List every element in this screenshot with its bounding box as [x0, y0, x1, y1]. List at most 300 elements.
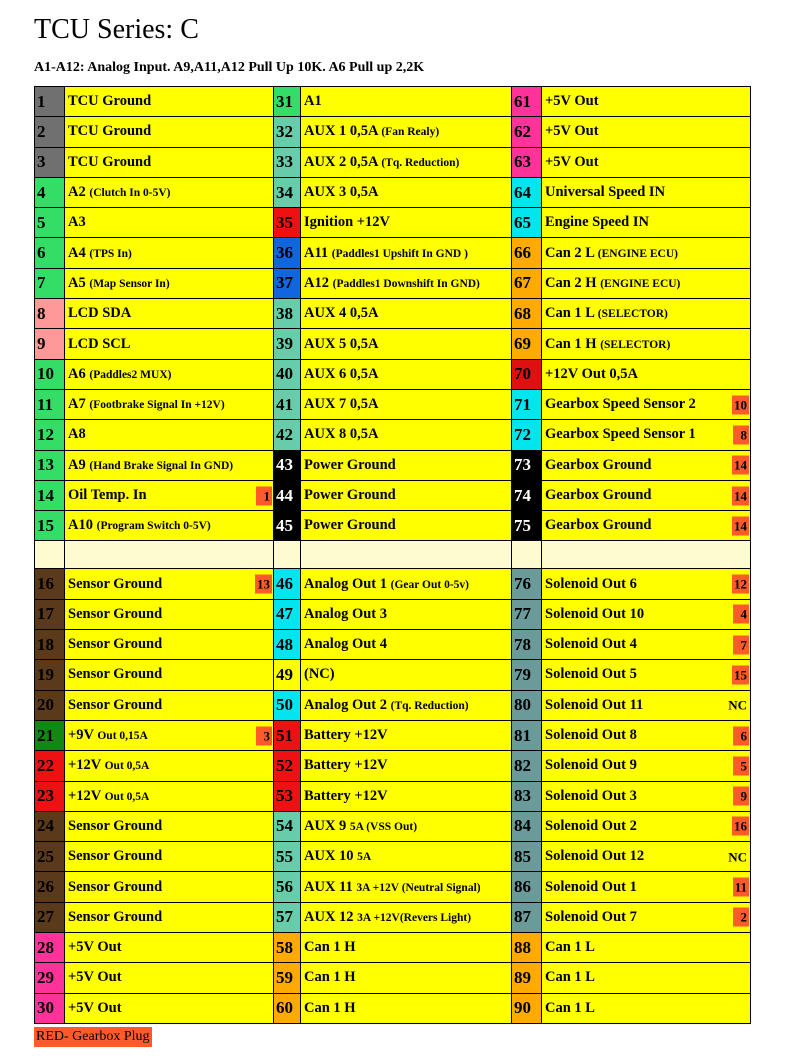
pin-description: [65, 87, 274, 117]
pin-number: 58: [274, 933, 301, 963]
pin-description: [301, 299, 512, 329]
pin-note: (Map Sensor In): [89, 277, 170, 290]
pin-label: TCU Ground: [68, 93, 152, 110]
pin-label: Analog Out 1: [304, 575, 387, 592]
pin-description: [542, 299, 751, 329]
pin-number: 46: [274, 569, 301, 599]
pin-number: 43: [274, 450, 301, 480]
pin-description: [65, 389, 274, 419]
pin-label: Gearbox Ground: [545, 487, 652, 503]
table-row: [35, 720, 751, 750]
pin-description: [542, 117, 751, 147]
pin-number: 85: [512, 842, 542, 872]
pin-note: Out 0,15A: [97, 730, 148, 743]
pin-description: [301, 720, 512, 750]
table-row: [35, 630, 751, 660]
pin-description: [65, 842, 274, 872]
pin-label: AUX 4 0,5A: [304, 305, 379, 322]
pin-description: [542, 872, 751, 902]
pin-description: [301, 389, 512, 419]
pin-description: [542, 238, 751, 268]
not-connected-label: NC: [728, 697, 747, 713]
pin-label: Solenoid Out 4: [545, 636, 637, 653]
pin-number: 4: [35, 177, 65, 207]
pin-number: 71: [512, 389, 542, 419]
table-row: [35, 147, 751, 177]
gearbox-plug-pin-badge: 9: [733, 787, 749, 806]
pin-number: 77: [512, 599, 542, 629]
pin-number: 60: [274, 993, 301, 1023]
pin-label: Solenoid Out 6: [545, 575, 637, 592]
pin-number: 49: [274, 660, 301, 690]
pin-note: 3A +12V (Neutral Signal): [356, 881, 481, 894]
pin-label: Can 1 L: [545, 305, 595, 322]
pin-number: 44: [274, 480, 301, 510]
pin-number: 13: [35, 450, 65, 480]
pin-label: Solenoid Out 10: [545, 605, 645, 622]
pin-number: 3: [35, 147, 65, 177]
pin-description: [65, 599, 274, 629]
pin-number: 30: [35, 993, 65, 1023]
pin-description: [542, 329, 751, 359]
pin-note: (Clutch In 0-5V): [89, 187, 171, 200]
table-row: [35, 87, 751, 117]
pin-description: [542, 420, 751, 450]
pin-number: 29: [35, 963, 65, 993]
pin-label: A10: [68, 517, 93, 534]
pin-label: Solenoid Out 1: [545, 878, 637, 895]
pin-number: 34: [274, 177, 301, 207]
table-row: [35, 177, 751, 207]
table-row: [35, 599, 751, 629]
pin-label: +5V Out: [68, 969, 122, 986]
table-row: [35, 902, 751, 932]
table-row: [35, 359, 751, 389]
pin-label: Solenoid Out 12: [545, 848, 645, 865]
pin-description: [65, 268, 274, 298]
not-connected-label: NC: [728, 849, 747, 865]
pin-label: Can 2 L: [545, 244, 595, 261]
gearbox-plug-pin-badge: 14: [734, 518, 747, 534]
pin-label: A5: [68, 274, 86, 291]
pin-description: [65, 781, 274, 811]
pin-number: 40: [274, 359, 301, 389]
pin-label: Solenoid Out 3: [545, 787, 637, 804]
pin-description: [542, 450, 751, 480]
pin-label: Can 1 L: [545, 999, 595, 1016]
pin-label: +5V Out: [545, 123, 599, 140]
pin-number: 23: [35, 781, 65, 811]
pin-description: [542, 208, 751, 238]
pin-description: [542, 993, 751, 1023]
pin-description: [301, 208, 512, 238]
pin-description: [301, 268, 512, 298]
pin-label: Battery +12V: [304, 787, 388, 804]
pin-label: Universal Speed IN: [545, 184, 666, 201]
pin-label: Sensor Ground: [68, 696, 163, 713]
pin-number: 84: [512, 811, 542, 841]
pin-number: 70: [512, 359, 542, 389]
pin-description: [301, 963, 512, 993]
pin-number: 42: [274, 420, 301, 450]
pin-number: 53: [274, 781, 301, 811]
pin-number: 57: [274, 902, 301, 932]
pin-number: 75: [512, 511, 542, 541]
pin-number: 72: [512, 420, 542, 450]
pin-description: [542, 781, 751, 811]
pin-label: Can 1 H: [545, 335, 597, 352]
pin-description: [542, 842, 751, 872]
pin-note: Out 0,5A: [104, 790, 150, 803]
pin-number: 28: [35, 933, 65, 963]
pin-description: [542, 569, 751, 599]
pin-label: AUX 6 0,5A: [304, 365, 379, 382]
pin-number: 62: [512, 117, 542, 147]
pin-label: Solenoid Out 9: [545, 757, 637, 774]
pin-label: Power Ground: [304, 487, 396, 503]
pin-description: [542, 268, 751, 298]
pinout-table-body: [35, 87, 751, 1024]
pin-label: Sensor Ground: [68, 636, 163, 653]
pin-note: (Program Switch 0-5V): [96, 520, 211, 533]
spacer-cell: [301, 541, 512, 569]
pin-description: [301, 147, 512, 177]
table-row: [35, 751, 751, 781]
pin-note: (ENGINE ECU): [600, 277, 681, 290]
pin-label: Oil Temp. In: [68, 487, 147, 503]
pin-note: 5A (VSS Out): [349, 820, 418, 833]
pin-label: Solenoid Out 2: [545, 817, 637, 834]
pin-label: AUX 2 0,5A: [304, 153, 378, 170]
pin-number: 88: [512, 933, 542, 963]
gearbox-plug-pin-badge: 11: [734, 879, 747, 895]
pin-description: [301, 630, 512, 660]
spacer-cell: [35, 541, 65, 569]
pin-number: 86: [512, 872, 542, 902]
page-title: TCU Series: C: [34, 14, 199, 45]
pin-description: [65, 177, 274, 207]
pin-description: [301, 599, 512, 629]
pin-description: [65, 359, 274, 389]
table-row: [35, 420, 751, 450]
subtitle: A1-A12: Analog Input. A9,A11,A12 Pull Up 10K. A6 Pull up 2,2K: [34, 60, 425, 75]
table-row: [35, 238, 751, 268]
pin-note: (Fan Realy): [381, 126, 440, 139]
pin-label: +5V Out: [68, 939, 122, 956]
table-row: [35, 781, 751, 811]
pin-label: AUX 5 0,5A: [304, 335, 379, 352]
table-row: [35, 329, 751, 359]
pin-description: [301, 329, 512, 359]
pin-description: [301, 993, 512, 1023]
pin-label: AUX 7 0,5A: [304, 396, 379, 413]
pin-label: Can 1 H: [304, 999, 356, 1016]
gearbox-plug-pin-badge: 15: [734, 667, 747, 683]
table-row: [35, 480, 751, 510]
pin-description: [65, 751, 274, 781]
pin-note: (Footbrake Signal In +12V): [89, 399, 225, 412]
pin-description: [65, 238, 274, 268]
spacer-row: [35, 541, 751, 569]
pin-number: 68: [512, 299, 542, 329]
pin-label: A2: [68, 184, 86, 201]
pin-label: A6: [68, 365, 86, 382]
pin-number: 45: [274, 511, 301, 541]
pin-description: [301, 238, 512, 268]
pin-label: A7: [68, 396, 86, 413]
pin-number: 83: [512, 781, 542, 811]
pin-number: 9: [35, 329, 65, 359]
pin-description: [542, 963, 751, 993]
spacer-cell: [512, 541, 542, 569]
pin-label: Solenoid Out 8: [545, 727, 637, 744]
pin-label: +12V Out 0,5A: [545, 365, 638, 382]
pin-number: 56: [274, 872, 301, 902]
pin-description: [65, 450, 274, 480]
pin-description: [65, 630, 274, 660]
pin-label: Analog Out 2: [304, 696, 387, 713]
table-row: [35, 842, 751, 872]
pin-description: [301, 450, 512, 480]
pin-label: Gearbox Ground: [545, 517, 652, 534]
pin-description: [301, 660, 512, 690]
pin-description: [65, 480, 274, 510]
pin-note: Out 0,5A: [104, 760, 150, 773]
pin-description: [301, 751, 512, 781]
gearbox-plug-pin-badge: 4: [733, 605, 749, 624]
pin-description: [542, 480, 751, 510]
pin-label: Sensor Ground: [68, 848, 163, 865]
pin-number: 69: [512, 329, 542, 359]
table-row: [35, 569, 751, 599]
legend: RED- Gearbox Plug: [34, 1027, 152, 1047]
gearbox-plug-pin-badge: 5: [733, 756, 749, 775]
pin-number: 21: [35, 720, 65, 750]
pin-description: [65, 811, 274, 841]
pin-label: Battery +12V: [304, 727, 388, 744]
pin-note: 3A +12V(Revers Light): [357, 911, 472, 924]
pin-number: 82: [512, 751, 542, 781]
gearbox-plug-pin-badge: 3: [256, 726, 272, 745]
pin-label: Analog Out 4: [304, 636, 387, 653]
pin-label: Engine Speed IN: [545, 214, 649, 231]
pin-number: 11: [35, 389, 65, 419]
pin-description: [542, 811, 751, 841]
pin-label: TCU Ground: [68, 153, 152, 170]
pin-number: 6: [35, 238, 65, 268]
pin-label: Solenoid Out 5: [545, 666, 637, 683]
table-row: [35, 208, 751, 238]
pin-label: Power Ground: [304, 456, 396, 473]
pin-description: [301, 933, 512, 963]
pin-description: [301, 511, 512, 541]
pin-description: [65, 933, 274, 963]
table-row: [35, 299, 751, 329]
pin-description: [301, 480, 512, 510]
pin-description: [65, 420, 274, 450]
pin-number: 65: [512, 208, 542, 238]
gearbox-plug-pin-badge: 6: [733, 726, 749, 745]
pin-label: A9: [68, 456, 86, 473]
pin-label: Ignition +12V: [304, 214, 391, 231]
pin-label: Power Ground: [304, 517, 396, 534]
gearbox-plug-pin-badge: 2: [733, 908, 749, 927]
pin-description: [542, 147, 751, 177]
pin-number: 41: [274, 389, 301, 419]
pin-number: 48: [274, 630, 301, 660]
pin-number: 67: [512, 268, 542, 298]
pin-number: 37: [274, 268, 301, 298]
pin-label: Can 1 L: [545, 939, 595, 956]
table-row: [35, 811, 751, 841]
pin-note: (SELECTOR): [600, 338, 671, 351]
pin-number: 20: [35, 690, 65, 720]
table-row: [35, 872, 751, 902]
pin-number: 78: [512, 630, 542, 660]
pin-number: 90: [512, 993, 542, 1023]
pin-number: 15: [35, 511, 65, 541]
pin-number: 59: [274, 963, 301, 993]
pin-label: +5V Out: [545, 93, 599, 110]
gearbox-plug-pin-badge: 12: [734, 576, 747, 592]
pin-description: [65, 117, 274, 147]
table-row: [35, 993, 751, 1023]
pin-note: (SELECTOR): [597, 308, 668, 321]
pin-number: 39: [274, 329, 301, 359]
pin-description: [65, 511, 274, 541]
pin-note: (Paddles1 Upshift In GND ): [331, 247, 468, 260]
pin-description: [65, 147, 274, 177]
pin-note: 5A: [357, 851, 372, 864]
pin-label: AUX 10: [304, 848, 354, 865]
pin-label: +12V: [68, 757, 101, 774]
pin-label: A12: [304, 274, 329, 291]
pin-label: +12V: [68, 787, 101, 804]
pin-label: AUX 11: [304, 878, 353, 895]
pin-note: (Hand Brake Signal In GND): [89, 459, 234, 472]
pin-label: Gearbox Speed Sensor 2: [545, 396, 696, 413]
pin-description: [65, 329, 274, 359]
pin-number: 74: [512, 480, 542, 510]
pin-number: 61: [512, 87, 542, 117]
pin-label: Gearbox Ground: [545, 456, 652, 473]
pin-description: [542, 389, 751, 419]
pin-note: (ENGINE ECU): [597, 247, 678, 260]
gearbox-plug-pin-badge: 10: [734, 397, 747, 413]
table-row: [35, 963, 751, 993]
table-row: [35, 660, 751, 690]
gearbox-plug-pin-badge: 1: [256, 486, 272, 505]
pin-label: Sensor Ground: [68, 817, 163, 834]
pin-description: [65, 299, 274, 329]
pin-note: (Paddles1 Downshift In GND): [332, 277, 480, 290]
pin-description: [65, 963, 274, 993]
pin-description: [65, 993, 274, 1023]
pin-number: 64: [512, 177, 542, 207]
table-row: [35, 933, 751, 963]
gearbox-plug-pin-badge: 7: [733, 635, 749, 654]
pin-description: [542, 511, 751, 541]
pin-number: 18: [35, 630, 65, 660]
pin-number: 89: [512, 963, 542, 993]
pin-label: AUX 8 0,5A: [304, 426, 379, 443]
pin-label: +5V Out: [545, 153, 599, 170]
pin-number: 73: [512, 450, 542, 480]
pin-number: 87: [512, 902, 542, 932]
pin-description: [542, 87, 751, 117]
pin-label: Analog Out 3: [304, 605, 387, 622]
pin-label: A11: [304, 244, 329, 261]
table-row: [35, 450, 751, 480]
pin-description: [301, 811, 512, 841]
pin-number: 7: [35, 268, 65, 298]
table-row: [35, 117, 751, 147]
pin-description: [542, 751, 751, 781]
pin-number: 38: [274, 299, 301, 329]
pin-description: [542, 933, 751, 963]
pin-number: 63: [512, 147, 542, 177]
pin-number: 19: [35, 660, 65, 690]
pin-label: A1: [304, 93, 322, 110]
pin-description: [301, 359, 512, 389]
pin-description: [301, 117, 512, 147]
pin-description: [542, 599, 751, 629]
pin-number: 1: [35, 87, 65, 117]
pin-label: Sensor Ground: [68, 575, 163, 592]
pin-label: AUX 9: [304, 817, 347, 834]
pin-number: 32: [274, 117, 301, 147]
pin-label: AUX 3 0,5A: [304, 184, 379, 201]
pin-label: A4: [68, 244, 86, 261]
pin-note: (TPS In): [89, 247, 132, 260]
pin-description: [301, 872, 512, 902]
pin-note: (Paddles2 MUX): [89, 368, 172, 381]
pin-description: [542, 902, 751, 932]
pin-description: [542, 690, 751, 720]
pin-number: 8: [35, 299, 65, 329]
pin-number: 79: [512, 660, 542, 690]
pin-number: 51: [274, 720, 301, 750]
pin-label: Sensor Ground: [68, 605, 163, 622]
pin-number: 24: [35, 811, 65, 841]
pin-description: [301, 690, 512, 720]
pin-note: (Gear Out 0-5v): [390, 578, 469, 591]
spacer-cell: [274, 541, 301, 569]
spacer-cell: [65, 541, 274, 569]
gearbox-plug-pin-badge: 14: [734, 488, 747, 503]
pin-label: +5V Out: [68, 999, 122, 1016]
pin-label: Sensor Ground: [68, 908, 163, 925]
pin-label: A8: [68, 426, 86, 443]
pin-description: [65, 902, 274, 932]
pin-number: 80: [512, 690, 542, 720]
table-row: [35, 389, 751, 419]
pin-label: Battery +12V: [304, 757, 388, 774]
pinout-table: [34, 86, 751, 1024]
pin-label: Can 2 H: [545, 274, 597, 291]
pin-description: [301, 569, 512, 599]
pin-description: [301, 177, 512, 207]
pin-label: (NC): [304, 666, 335, 683]
gearbox-plug-pin-badge: 14: [734, 457, 747, 473]
pin-description: [301, 420, 512, 450]
pin-description: [65, 660, 274, 690]
pin-number: 5: [35, 208, 65, 238]
pin-description: [65, 720, 274, 750]
pin-number: 17: [35, 599, 65, 629]
pin-number: 76: [512, 569, 542, 599]
pin-note: (Tq. Reduction): [390, 699, 469, 712]
